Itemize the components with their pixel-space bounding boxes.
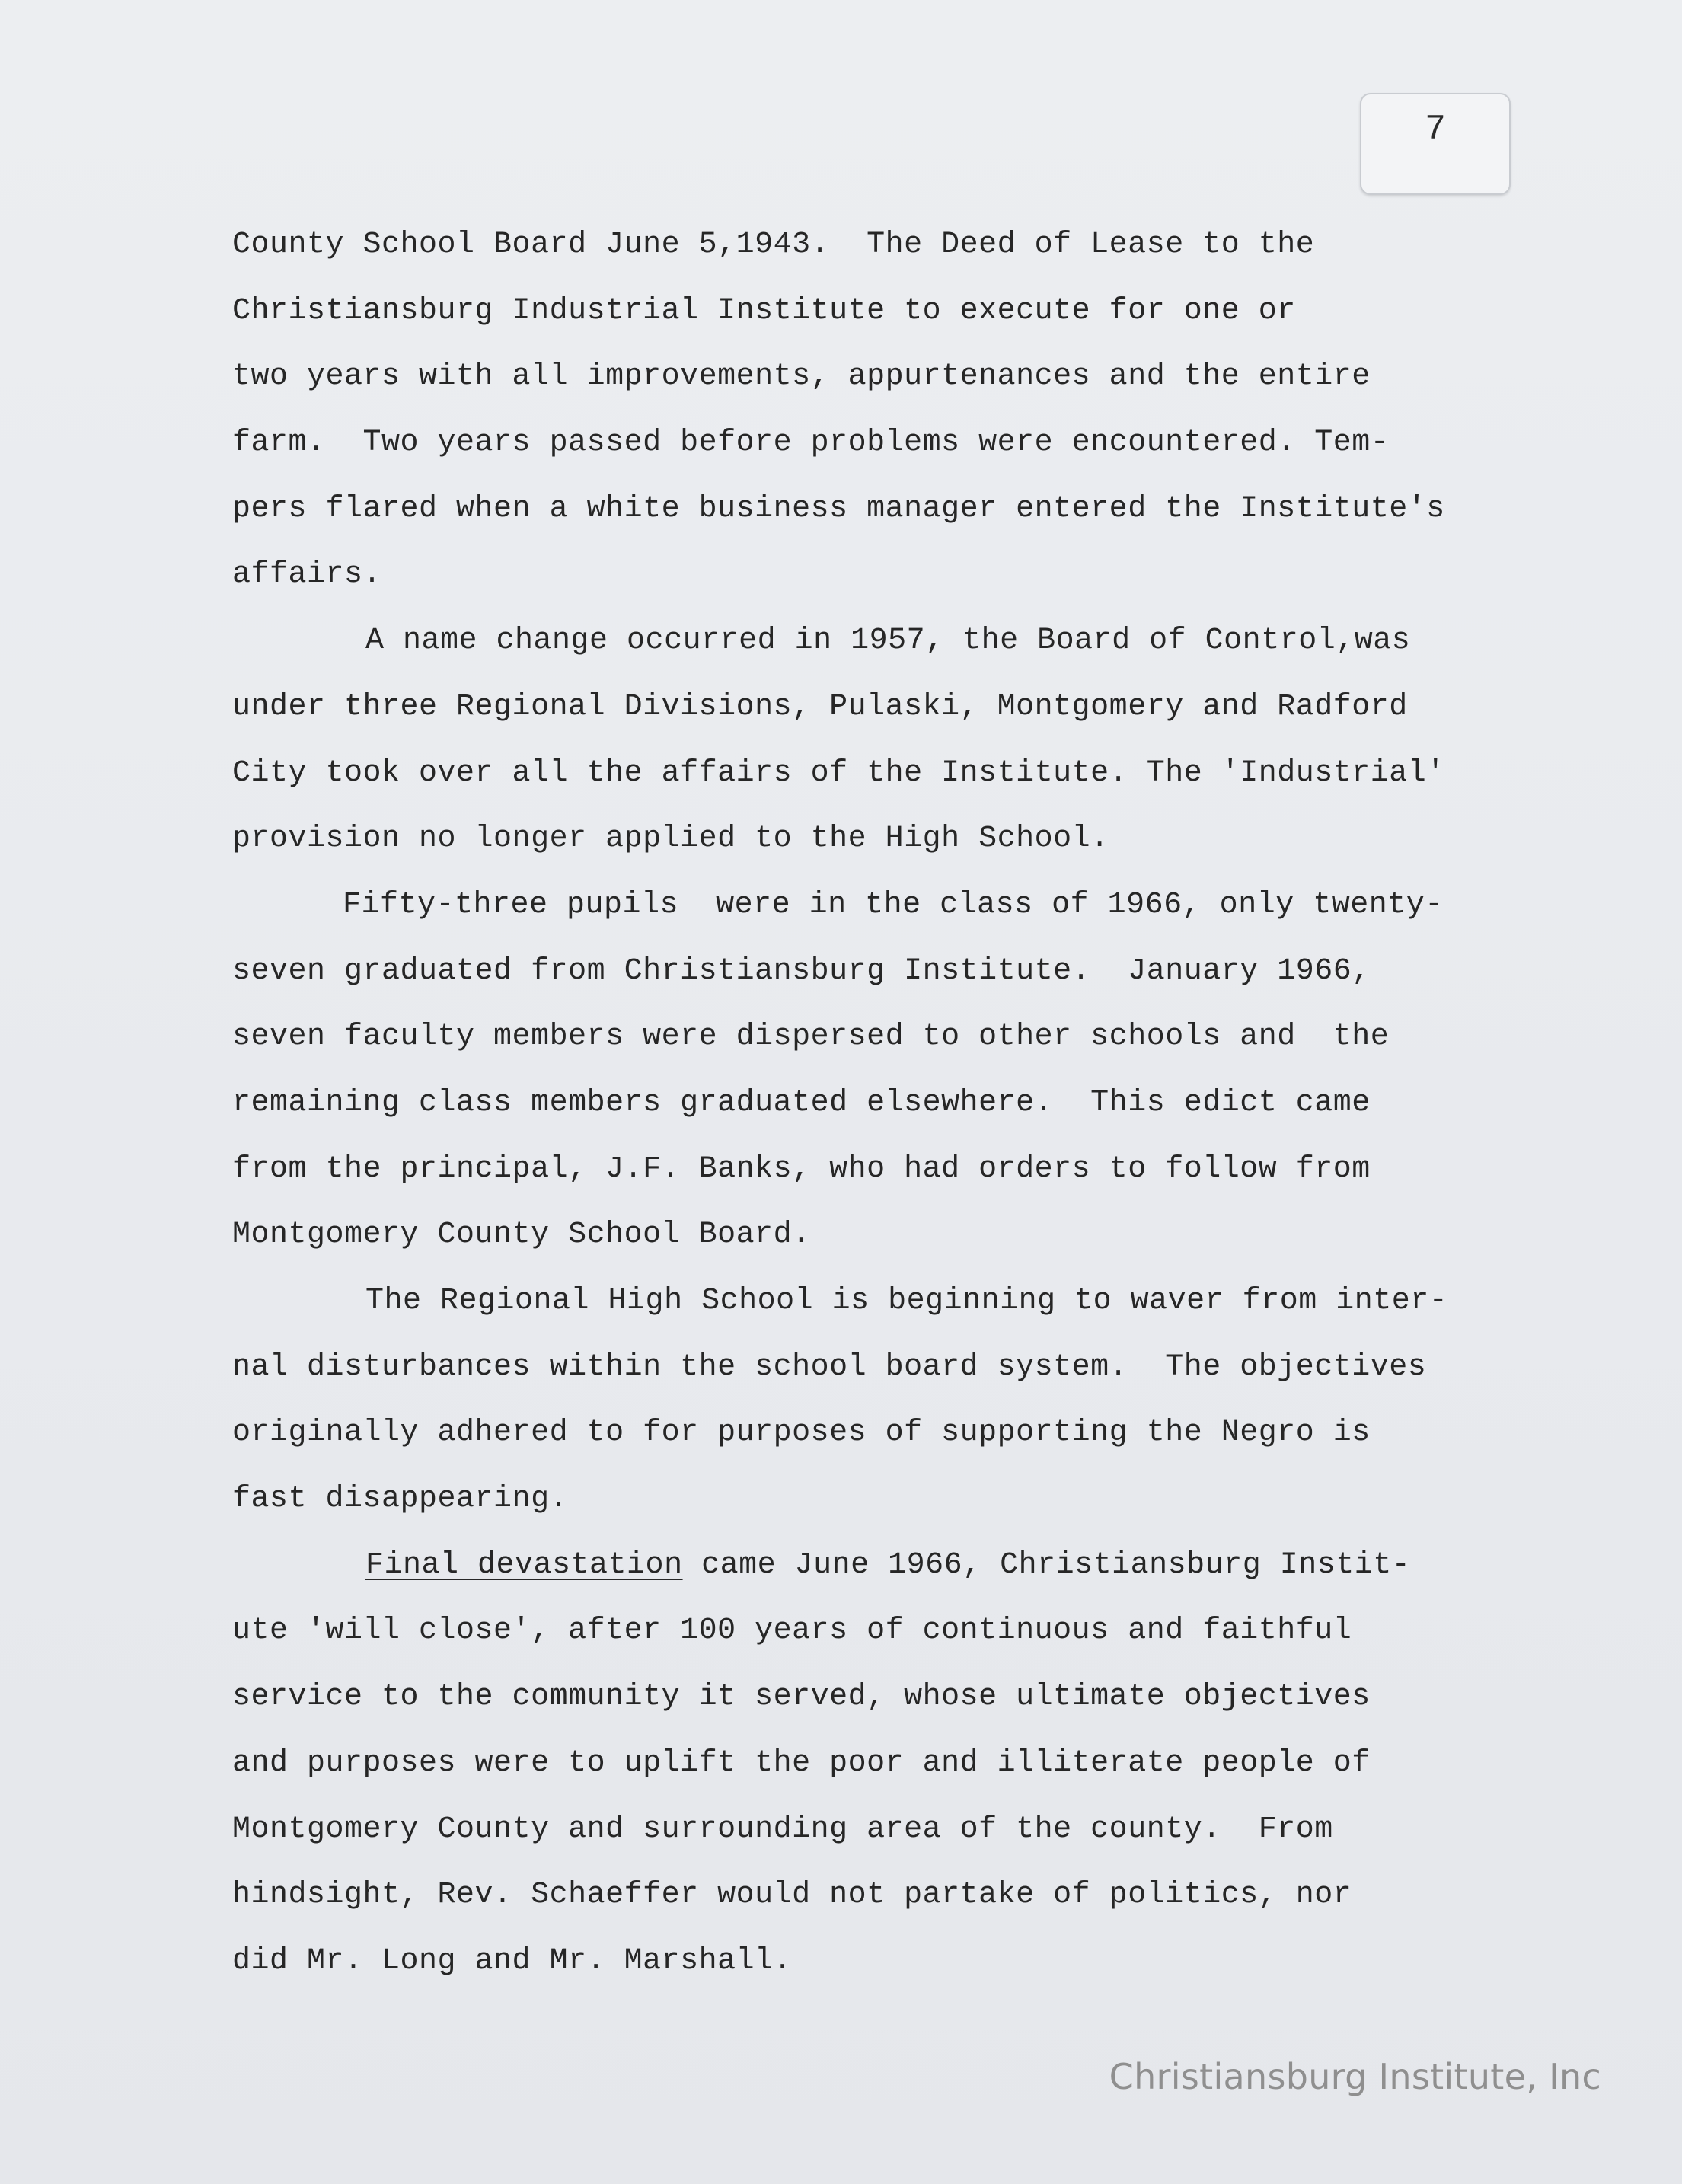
text-line: provision no longer applied to the High School. — [232, 822, 1109, 857]
text-line: seven faculty members were dispersed to other schools and the — [232, 1020, 1390, 1055]
text-line-with-underline — [232, 1541, 1542, 1608]
text-line: seven graduated from Christiansburg Institute. January 1966, — [232, 953, 1371, 988]
text-line: Fifty-three pupils were in the class of 1966, only twenty- — [343, 887, 1444, 922]
text-line: remaining class members graduated elsewhere. This edict came — [232, 1085, 1371, 1120]
text-line: service to the community it served, whose ultimate objectives — [232, 1680, 1371, 1715]
text-line: and purposes were to uplift the poor and illiterate people of — [232, 1745, 1371, 1780]
typed-text-body — [232, 221, 1542, 2004]
text-line-rest: came June 1966, Christiansburg Instit- — [682, 1547, 1411, 1582]
underlined-heading-phrase: Final devastation — [365, 1547, 683, 1582]
text-line: originally adhered to for purposes of supporting the Negro is — [232, 1416, 1371, 1451]
page-number: 7 — [1425, 110, 1446, 149]
text-line: nal disturbances within the school board system. The objectives — [232, 1349, 1427, 1384]
text-line: County School Board June 5,1943. The Deed of Lease to the — [232, 228, 1315, 262]
text-line: under three Regional Divisions, Pulaski, Montgomery and Radford — [232, 689, 1408, 724]
text-line: two years with all improvements, appurtenances and the entire — [232, 359, 1371, 394]
text-line: hindsight, Rev. Schaeffer would not partake of politics, nor — [232, 1878, 1352, 1913]
text-line: A name change occurred in 1957, the Board of Control,was — [365, 624, 1411, 659]
text-line: City took over all the affairs of the Institute. The 'Industrial' — [232, 755, 1445, 790]
text-line: Montgomery County and surrounding area of the county. From — [232, 1812, 1333, 1847]
text-line: did Mr. Long and Mr. Marshall. — [232, 1943, 793, 1978]
text-line: pers flared when a white business manager entered the Institute's — [232, 491, 1445, 526]
text-line: ute 'will close', after 100 years of continuous and faithful — [232, 1614, 1352, 1649]
text-line: Montgomery County School Board. — [232, 1218, 811, 1253]
text-line: fast disappearing. — [232, 1482, 569, 1517]
text-line: affairs. — [232, 557, 382, 592]
text-line: farm. Two years passed before problems were encountered. Tem- — [232, 426, 1390, 461]
text-line: from the principal, J.F. Banks, who had orders to follow from — [232, 1151, 1371, 1186]
text-line: Christiansburg Industrial Institute to execute for one or — [232, 293, 1296, 328]
text-line: The Regional High School is beginning to waver from inter- — [365, 1284, 1448, 1318]
page-number-tab — [1360, 93, 1511, 195]
watermark: Christiansburg Institute, Inc — [1109, 2056, 1601, 2097]
